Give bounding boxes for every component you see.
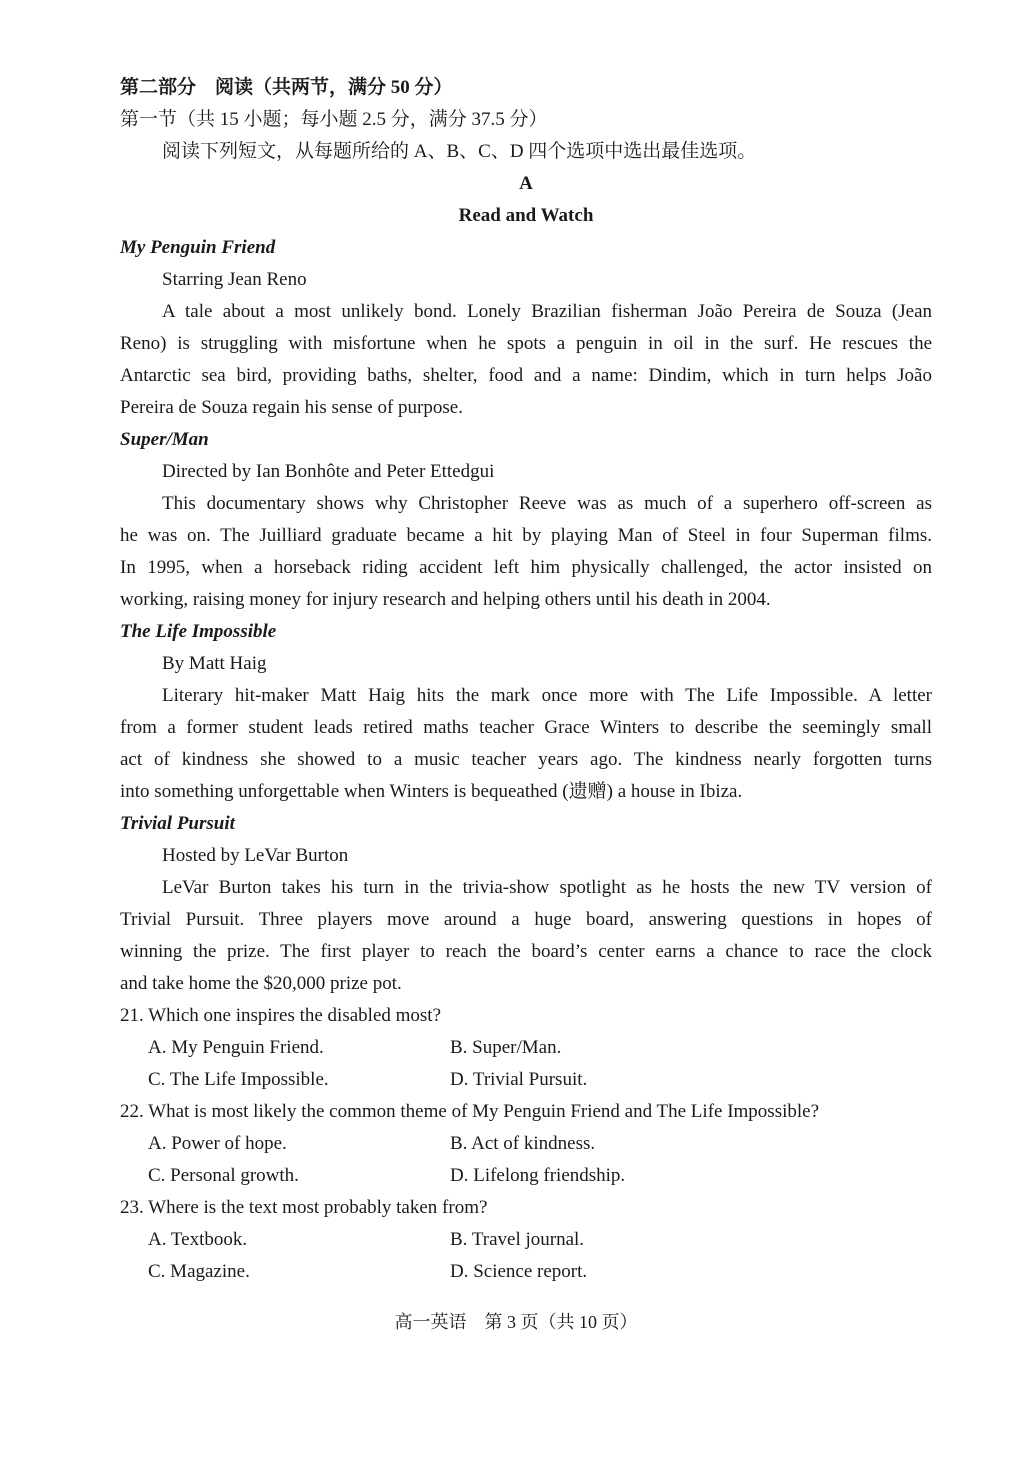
question-stem: 22. What is most likely the common theme of My Penguin Friend and The Life Impossible? [120,1101,820,1122]
item-the-life-impossible [120,616,932,808]
body-line: he was on. The Juilliard graduate became a hit by playing Man of Steel in four Superman films. [120,525,932,546]
question-stem: 21. Which one inspires the disabled most? [120,1005,442,1026]
option-row [120,1128,932,1160]
body-line: A tale about a most unlikely bond. Lonely Brazilian fisherman João Pereira de Souza (Jean [162,301,932,322]
item-title: My Penguin Friend [120,237,276,258]
body-line: Antarctic sea bird, providing baths, shelter, food and a name: Dindim, which in turn helps João [120,365,932,386]
option-row [120,1256,932,1288]
body-line: from a former student leads retired maths teacher Grace Winters to describe the seemingly small [120,717,932,738]
item-title: The Life Impossible [120,621,277,642]
option-row [120,1064,932,1096]
body-line: into something unforgettable when Winters is bequeathed (遗赠) a house in Ibiza. [120,781,743,802]
option-b: B. Super/Man. [450,1037,562,1058]
body-line: Reno) is struggling with misfortune when he spots a penguin in oil in the surf. He rescues the [120,333,932,354]
option-c: C. The Life Impossible. [148,1069,329,1090]
option-d: D. Lifelong friendship. [450,1165,626,1186]
option-row [120,1032,932,1064]
option-b: B. Travel journal. [450,1229,585,1250]
body-line: In 1995, when a horseback riding accident left him physically challenged, the actor insisted on [120,557,932,578]
section-heading: 第一节（共 15 小题；每小题 2.5 分，满分 37.5 分） [120,109,548,130]
option-row [120,1160,932,1192]
item-credit: Starring Jean Reno [162,269,307,290]
body-line: winning the prize. The first player to reach the board’s center earns a chance to race the clock [120,941,932,962]
option-a: A. Power of hope. [148,1133,287,1154]
option-a: A. My Penguin Friend. [148,1037,324,1058]
question-stem: 23. Where is the text most probably taken from? [120,1197,488,1218]
option-b: B. Act of kindness. [450,1133,596,1154]
body-line: Trivial Pursuit. Three players move around a huge board, answering questions in hopes of [120,909,932,930]
option-row [120,1224,932,1256]
body-line: Pereira de Souza regain his sense of purpose. [120,397,463,418]
body-line: working, raising money for injury research and helping others until his death in 2004. [120,589,771,610]
item-credit: Hosted by LeVar Burton [162,845,349,866]
item-credit: By Matt Haig [162,653,267,674]
body-line: LeVar Burton takes his turn in the trivia-show spotlight as he hosts the new TV version of [162,877,932,898]
item-my-penguin-friend [120,232,932,424]
page-footer: 高一英语 第 3 页（共 10 页） [394,1312,638,1332]
option-d: D. Trivial Pursuit. [450,1069,588,1090]
item-credit: Directed by Ian Bonhôte and Peter Ettedgui [162,461,495,482]
option-d: D. Science report. [450,1261,588,1282]
item-title: Trivial Pursuit [120,813,235,834]
option-c: C. Personal growth. [148,1165,299,1186]
item-title: Super/Man [120,429,209,450]
question-23 [120,1192,932,1288]
body-line: act of kindness she showed to a music teacher years ago. The kindness nearly forgotten turns [120,749,932,770]
item-super-man [120,424,932,616]
question-22 [120,1096,932,1192]
passage-title: Read and Watch [458,205,594,226]
question-21 [120,1000,932,1096]
part-heading: 第二部分 阅读（共两节，满分 50 分） [120,77,453,98]
body-line: This documentary shows why Christopher Reeve was as much of a superhero off-screen as [162,493,932,514]
passage-letter: A [519,173,533,194]
instruction: 阅读下列短文，从每题所给的 A、B、C、D 四个选项中选出最佳选项。 [162,141,757,162]
item-trivial-pursuit [120,808,932,1000]
body-line: Literary hit-maker Matt Haig hits the mark once more with The Life Impossible. A letter [162,685,932,706]
option-c: C. Magazine. [148,1261,250,1282]
body-line: and take home the $20,000 prize pot. [120,973,402,994]
option-a: A. Textbook. [148,1229,248,1250]
